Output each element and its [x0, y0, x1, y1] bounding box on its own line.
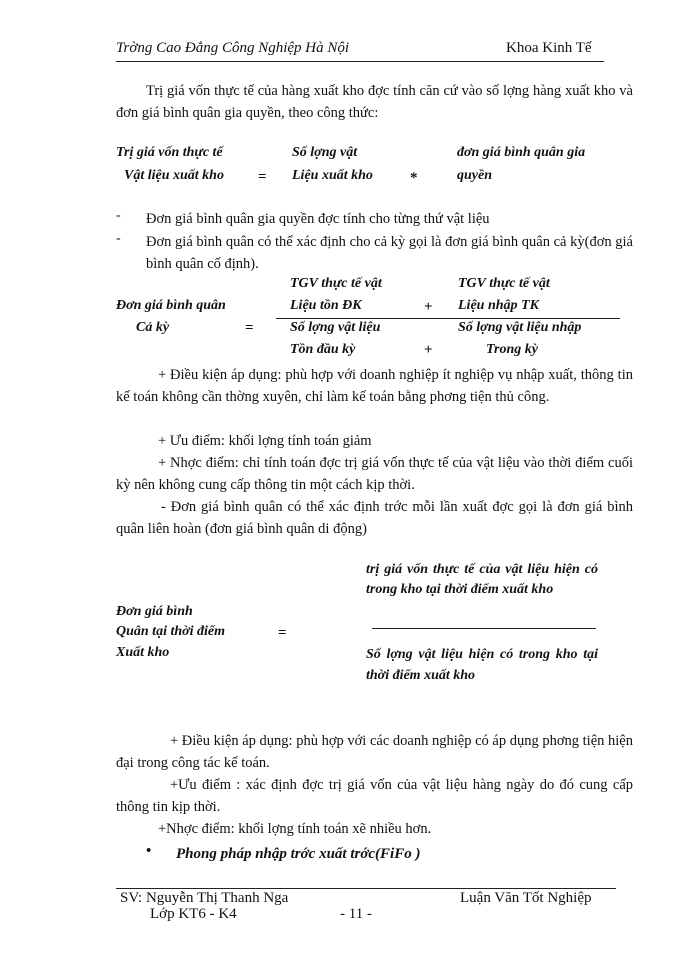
formula1-rhs-line2: quyền	[457, 168, 492, 183]
bullet-item: Đơn giá bình quân gia quyền đợc tính cho từng thứ vật liệu	[146, 211, 490, 227]
paragraph-conditions: + Điều kiện áp dụng: phù hợp với doanh nghiệp ít nghiệp vụ nhập xuất, thông tin kế toán không cần thờng xuyên, chỉ làm kế toán bằng phơng tiện thủ công.	[116, 367, 633, 405]
formula2-den-a-line1: Số lợng vật liệu	[290, 320, 381, 335]
formula1-lhs-line1: Trị giá vốn thực tế	[116, 145, 223, 160]
formula2-den-b-line2: Trong kỳ	[486, 342, 538, 357]
intro-paragraph: Trị giá vốn thực tế của hàng xuất kho đợc tính căn cứ vào số lợng hàng xuất kho và đơn giá bình quân gia quyền, theo công thức:	[116, 83, 633, 121]
paragraph-advantages-2: +Ưu điểm : xác định đợc trị giá vốn của vật liệu hàng ngày do đó cung cấp thông tin kịp thời.	[116, 777, 633, 815]
formula2-num-a-line1: TGV thực tế vật	[290, 276, 382, 291]
formula2-den-b-line1: Số lợng vật liệu nhập	[458, 320, 582, 335]
formula2-fraction-bar	[276, 318, 620, 319]
header-school: Trờng Cao Đẳng Công Nghiệp Hà Nội	[116, 40, 350, 56]
footer-divider	[116, 888, 616, 889]
formula2-lhs-line2: Cả kỳ	[136, 320, 170, 335]
formula1-mid-line1: Số lợng vật	[292, 145, 358, 160]
bullet-dash: -	[116, 208, 121, 223]
formula2-den-a-line2: Tồn đầu kỳ	[290, 342, 356, 357]
formula2-num-a-line2: Liệu tồn ĐK	[290, 298, 362, 313]
paragraph-disadvantages-2: +Nhợc điểm: khối lợng tính toán xẽ nhiều hơn.	[158, 821, 432, 837]
header-divider	[116, 61, 604, 62]
formula2-num-b-line1: TGV thực tế vật	[458, 276, 550, 291]
formula3-fraction-bar	[372, 628, 596, 629]
paragraph-moving-average: - Đơn giá bình quân có thể xác định trớc mỗi lần xuất đợc gọi là đơn giá bình quân liên hoàn (đơn giá bình quân di động)	[116, 499, 633, 537]
paragraph-conditions-2: + Điều kiện áp dụng: phù hợp với các doanh nghiệp có áp dụng phơng tiện hiện đại trong công tác kế toán.	[116, 733, 633, 771]
bullet-dot-icon: •	[146, 843, 152, 859]
formula2-den-plus: +	[424, 342, 433, 358]
formula1-mid-line2: Liệu xuất kho	[292, 168, 373, 183]
bullet-item: Đơn giá bình quân có thể xác định cho cả kỳ gọi là đơn giá bình quân cả kỳ(đơn giá bình quân cố định).	[146, 234, 633, 272]
formula3-lhs-line2: Quân tại thời điểm	[116, 624, 226, 639]
page-number: - 11 -	[340, 906, 372, 922]
formula2-equals: =	[245, 320, 254, 336]
formula2-lhs-line1: Đơn giá bình quân	[116, 298, 226, 313]
paragraph-disadvantages: + Nhợc điểm: chỉ tính toán đợc trị giá vốn thực tế của vật liệu vào thời điểm cuối kỳ nên không cung cấp thông tin một cách kịp thời.	[116, 455, 633, 493]
header-faculty: Khoa Kinh Tế	[506, 40, 592, 56]
footer-thesis: Luận Văn Tốt Nghiệp	[460, 890, 592, 906]
footer-student: SV: Nguyễn Thị Thanh Nga	[120, 890, 289, 906]
bullet-dash: -	[116, 231, 121, 246]
paragraph-advantages: + Ưu điểm: khối lợng tính toán giảm	[158, 433, 372, 449]
formula1-equals: =	[258, 169, 267, 185]
formula3-equals: =	[278, 625, 287, 641]
footer-class: Lớp KT6 - K4	[150, 906, 237, 922]
formula3-lhs-line1: Đơn giá bình	[116, 604, 193, 619]
formula1-lhs-line2: Vật liệu xuất kho	[124, 168, 224, 183]
formula1-rhs-line1: đơn giá bình quân gia	[457, 145, 586, 160]
formula3-numerator: trị giá vốn thực tế của vật liệu hiện có trong kho tại thời điểm xuất kho	[366, 562, 598, 597]
formula1-multiply: *	[410, 170, 418, 186]
formula3-denominator: Số lợng vật liệu hiện có trong kho tại thời điểm xuất kho	[366, 647, 598, 683]
formula2-num-b-line2: Liệu nhập TK	[458, 298, 539, 313]
section-heading: Phong pháp nhập trớc xuất trớc(FiFo )	[176, 846, 421, 862]
formula3-lhs-line3: Xuất kho	[116, 645, 170, 660]
formula2-num-plus: +	[424, 299, 433, 315]
